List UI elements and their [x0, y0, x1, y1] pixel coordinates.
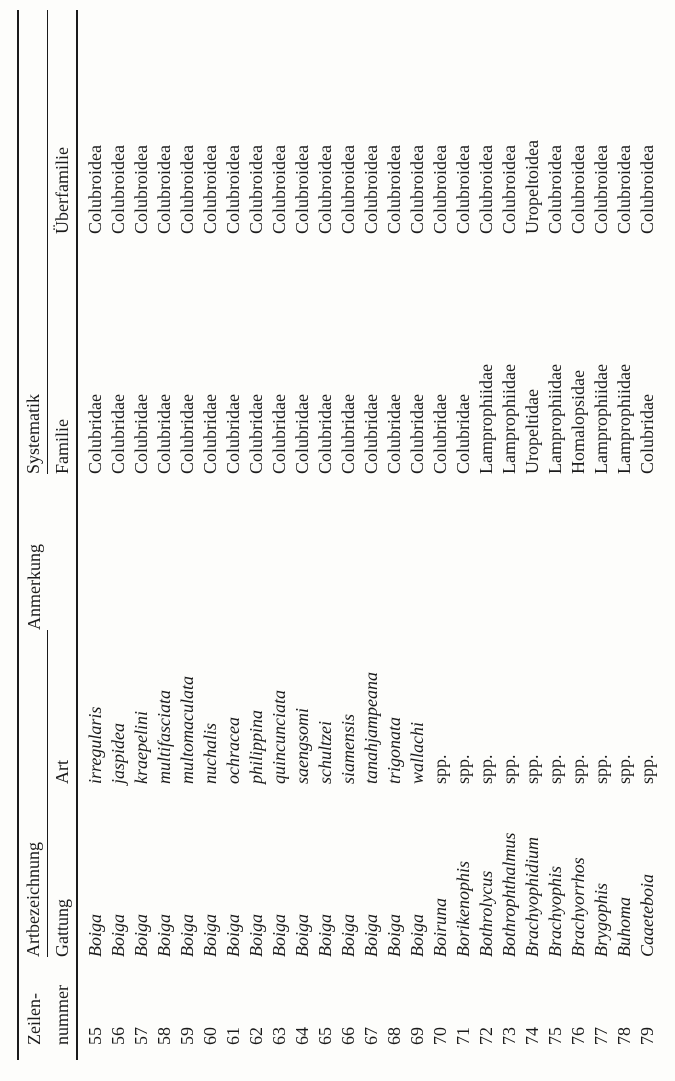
- cell-familie: Colubridae: [384, 394, 404, 474]
- cell-familie: Colubridae: [223, 394, 243, 474]
- table-row: [291, 10, 314, 1060]
- cell-zeilennummer: 68: [384, 1027, 404, 1045]
- cell-zeilennummer: 66: [338, 1027, 358, 1045]
- cell-art: spp.: [637, 754, 657, 784]
- table-row: [153, 10, 176, 1060]
- table-row: [475, 10, 498, 1060]
- cell-ueberfamilie: Colubroidea: [292, 145, 312, 234]
- cell-ueberfamilie: Colubroidea: [407, 145, 427, 234]
- cell-ueberfamilie: Colubroidea: [545, 145, 565, 234]
- cell-familie: Colubridae: [85, 394, 105, 474]
- cell-familie: Colubridae: [338, 394, 358, 474]
- table-row: [590, 10, 613, 1060]
- cell-anmerkung: [107, 474, 130, 630]
- cell-anmerkung: [84, 474, 107, 630]
- cell-zeilennummer: 57: [131, 1027, 151, 1045]
- table-row: [130, 10, 153, 1060]
- table-row: [406, 10, 429, 1060]
- cell-anmerkung: [222, 474, 245, 630]
- cell-anmerkung: [613, 474, 636, 630]
- cell-anmerkung: [498, 474, 521, 630]
- cell-ueberfamilie: Uropeltoidea: [522, 140, 542, 234]
- cell-art: multifasciata: [154, 690, 174, 784]
- table-row: [360, 10, 383, 1060]
- table-row: [521, 10, 544, 1060]
- cell-anmerkung: [383, 474, 406, 630]
- cell-gattung: Boiga: [131, 914, 151, 957]
- cell-zeilennummer: 73: [499, 1027, 519, 1045]
- cell-zeilennummer: 72: [476, 1027, 496, 1045]
- cell-gattung: Boiruna: [430, 897, 450, 957]
- cell-ueberfamilie: Colubroidea: [338, 145, 358, 234]
- cell-zeilennummer: 61: [223, 1027, 243, 1045]
- cell-art: spp.: [522, 754, 542, 784]
- table-row: [613, 10, 636, 1060]
- cell-familie: Lamprophiidae: [499, 364, 519, 474]
- cell-gattung: Boiga: [269, 914, 289, 957]
- cell-ueberfamilie: Colubroidea: [200, 145, 220, 234]
- cell-zeilennummer: 71: [453, 1027, 473, 1045]
- header-ueberfamilie: Überfamilie: [52, 147, 72, 234]
- cell-anmerkung: [268, 474, 291, 630]
- table-row: [429, 10, 452, 1060]
- species-table: [17, 10, 667, 1060]
- cell-anmerkung: [636, 474, 659, 630]
- cell-zeilennummer: 76: [568, 1027, 588, 1045]
- cell-gattung: Brachyorrhos: [568, 857, 588, 957]
- cell-zeilennummer: 77: [591, 1027, 611, 1045]
- cell-ueberfamilie: Colubroidea: [85, 145, 105, 234]
- cell-familie: Colubridae: [361, 394, 381, 474]
- header-group-systematik: Systematik: [21, 10, 48, 474]
- cell-anmerkung: [199, 474, 222, 630]
- cell-zeilennummer: 58: [154, 1027, 174, 1045]
- cell-familie: Lamprophiidae: [476, 364, 496, 474]
- table-row: [544, 10, 567, 1060]
- cell-ueberfamilie: Colubroidea: [223, 145, 243, 234]
- cell-art: spp.: [430, 754, 450, 784]
- cell-art: trigonata: [384, 716, 404, 784]
- cell-anmerkung: [360, 474, 383, 630]
- cell-familie: Lamprophiidae: [545, 364, 565, 474]
- table-row: [268, 10, 291, 1060]
- table-row: [199, 10, 222, 1060]
- table-row: [107, 10, 130, 1060]
- cell-art: quincunciata: [269, 690, 289, 784]
- cell-gattung: Boiga: [108, 914, 128, 957]
- cell-gattung: Brachyophidium: [522, 837, 542, 957]
- cell-zeilennummer: 74: [522, 1027, 542, 1045]
- cell-art: schultzei: [315, 721, 335, 784]
- header-art: Art: [52, 760, 72, 784]
- cell-anmerkung: [521, 474, 544, 630]
- cell-familie: Colubridae: [246, 394, 266, 474]
- table-body: [78, 10, 667, 1060]
- table-row: [84, 10, 107, 1060]
- cell-art: wallachi: [407, 722, 427, 784]
- table-row: [245, 10, 268, 1060]
- cell-gattung: Boiga: [292, 914, 312, 957]
- cell-gattung: Boiga: [384, 914, 404, 957]
- cell-art: nuchalis: [200, 723, 220, 784]
- cell-anmerkung: [429, 474, 452, 630]
- cell-gattung: Boiga: [223, 914, 243, 957]
- cell-gattung: Boiga: [361, 914, 381, 957]
- cell-familie: Colubridae: [637, 394, 657, 474]
- cell-art: spp.: [568, 754, 588, 784]
- table-row: [222, 10, 245, 1060]
- cell-zeilennummer: 64: [292, 1027, 312, 1045]
- cell-ueberfamilie: Colubroidea: [269, 145, 289, 234]
- table-row: [498, 10, 521, 1060]
- cell-familie: Homalopsidae: [568, 370, 588, 474]
- cell-gattung: Boiga: [246, 914, 266, 957]
- cell-ueberfamilie: Colubroidea: [453, 145, 473, 234]
- cell-zeilennummer: 75: [545, 1027, 565, 1045]
- cell-familie: Colubridae: [315, 394, 335, 474]
- cell-familie: Colubridae: [200, 394, 220, 474]
- cell-zeilennummer: 70: [430, 1027, 450, 1045]
- table-row: [383, 10, 406, 1060]
- cell-gattung: Bothrophthalmus: [499, 832, 519, 957]
- cell-anmerkung: [544, 474, 567, 630]
- cell-anmerkung: [567, 474, 590, 630]
- cell-art: ochracea: [223, 717, 243, 784]
- cell-ueberfamilie: Colubroidea: [131, 145, 151, 234]
- cell-art: multomaculata: [177, 676, 197, 784]
- cell-gattung: Brygophis: [591, 883, 611, 957]
- cell-art: spp.: [614, 754, 634, 784]
- cell-zeilennummer: 69: [407, 1027, 427, 1045]
- cell-art: spp.: [476, 754, 496, 784]
- table-row: [314, 10, 337, 1060]
- cell-gattung: Borikenophis: [453, 861, 473, 957]
- table-header: [17, 10, 78, 1060]
- cell-art: spp.: [591, 754, 611, 784]
- cell-zeilennummer: 62: [246, 1027, 266, 1045]
- cell-zeilennummer: 60: [200, 1027, 220, 1045]
- cell-art: philippina: [246, 709, 266, 784]
- cell-anmerkung: [475, 474, 498, 630]
- cell-anmerkung: [291, 474, 314, 630]
- header-zeilennummer-line2: nummer: [52, 985, 72, 1045]
- cell-ueberfamilie: Colubroidea: [614, 145, 634, 234]
- table-row: [567, 10, 590, 1060]
- cell-gattung: Buhoma: [614, 897, 634, 957]
- cell-familie: Colubridae: [430, 394, 450, 474]
- cell-anmerkung: [245, 474, 268, 630]
- cell-gattung: Boiga: [338, 914, 358, 957]
- cell-ueberfamilie: Colubroidea: [108, 145, 128, 234]
- cell-ueberfamilie: Colubroidea: [361, 145, 381, 234]
- cell-anmerkung: [130, 474, 153, 630]
- table-row: [452, 10, 475, 1060]
- cell-gattung: Brachyophis: [545, 866, 565, 957]
- cell-ueberfamilie: Colubroidea: [177, 145, 197, 234]
- cell-familie: Colubridae: [154, 394, 174, 474]
- cell-familie: Uropeltidae: [522, 389, 542, 474]
- cell-familie: Lamprophiidae: [591, 364, 611, 474]
- cell-familie: Colubridae: [407, 394, 427, 474]
- cell-ueberfamilie: Colubroidea: [430, 145, 450, 234]
- cell-familie: Colubridae: [453, 394, 473, 474]
- table-row: [337, 10, 360, 1060]
- cell-zeilennummer: 56: [108, 1027, 128, 1045]
- cell-art: jaspidea: [108, 723, 128, 784]
- cell-familie: Colubridae: [108, 394, 128, 474]
- cell-art: siamensis: [338, 713, 358, 784]
- cell-art: spp.: [545, 754, 565, 784]
- cell-anmerkung: [452, 474, 475, 630]
- cell-zeilennummer: 78: [614, 1027, 634, 1045]
- cell-anmerkung: [314, 474, 337, 630]
- cell-gattung: Boiga: [407, 914, 427, 957]
- cell-art: kraepelini: [131, 711, 151, 784]
- header-group-artbezeichnung: Artbezeichnung: [21, 630, 48, 957]
- cell-ueberfamilie: Colubroidea: [315, 145, 335, 234]
- cell-zeilennummer: 67: [361, 1027, 381, 1045]
- cell-zeilennummer: 65: [315, 1027, 335, 1045]
- header-gattung: Gattung: [52, 899, 72, 957]
- cell-zeilennummer: 79: [637, 1027, 657, 1045]
- cell-familie: Colubridae: [131, 394, 151, 474]
- cell-gattung: Caaeteboia: [637, 874, 657, 957]
- cell-ueberfamilie: Colubroidea: [384, 145, 404, 234]
- cell-ueberfamilie: Colubroidea: [246, 145, 266, 234]
- cell-familie: Colubridae: [292, 394, 312, 474]
- cell-art: spp.: [499, 754, 519, 784]
- cell-ueberfamilie: Colubroidea: [591, 145, 611, 234]
- header-zeilennummer-line1: Zeilen-: [24, 993, 44, 1045]
- cell-art: irregularis: [85, 706, 105, 784]
- cell-zeilennummer: 59: [177, 1027, 197, 1045]
- cell-gattung: Boiga: [200, 914, 220, 957]
- cell-gattung: Boiga: [85, 914, 105, 957]
- cell-art: spp.: [453, 754, 473, 784]
- table-row: [176, 10, 199, 1060]
- cell-gattung: Boiga: [315, 914, 335, 957]
- table-row: [636, 10, 659, 1060]
- rotated-table-container: [17, 10, 673, 1060]
- cell-gattung: Boiga: [154, 914, 174, 957]
- header-group-anmerkung: Anmerkung: [24, 544, 44, 630]
- cell-art: tanahjampeana: [361, 672, 381, 784]
- cell-ueberfamilie: Colubroidea: [499, 145, 519, 234]
- cell-art: saengsomi: [292, 708, 312, 784]
- cell-gattung: Boiga: [177, 914, 197, 957]
- cell-familie: Colubridae: [269, 394, 289, 474]
- cell-ueberfamilie: Colubroidea: [568, 145, 588, 234]
- cell-ueberfamilie: Colubroidea: [476, 145, 496, 234]
- cell-anmerkung: [406, 474, 429, 630]
- header-sub-row: [48, 10, 76, 1060]
- cell-anmerkung: [337, 474, 360, 630]
- header-group-row: [19, 10, 48, 1060]
- cell-anmerkung: [176, 474, 199, 630]
- cell-anmerkung: [590, 474, 613, 630]
- header-familie: Familie: [52, 419, 72, 474]
- cell-gattung: Bothrolycus: [476, 870, 496, 957]
- cell-familie: Lamprophiidae: [614, 364, 634, 474]
- cell-anmerkung: [153, 474, 176, 630]
- cell-familie: Colubridae: [177, 394, 197, 474]
- cell-zeilennummer: 55: [85, 1027, 105, 1045]
- cell-zeilennummer: 63: [269, 1027, 289, 1045]
- cell-ueberfamilie: Colubroidea: [637, 145, 657, 234]
- cell-ueberfamilie: Colubroidea: [154, 145, 174, 234]
- header-anmerkung-empty: [74, 474, 76, 630]
